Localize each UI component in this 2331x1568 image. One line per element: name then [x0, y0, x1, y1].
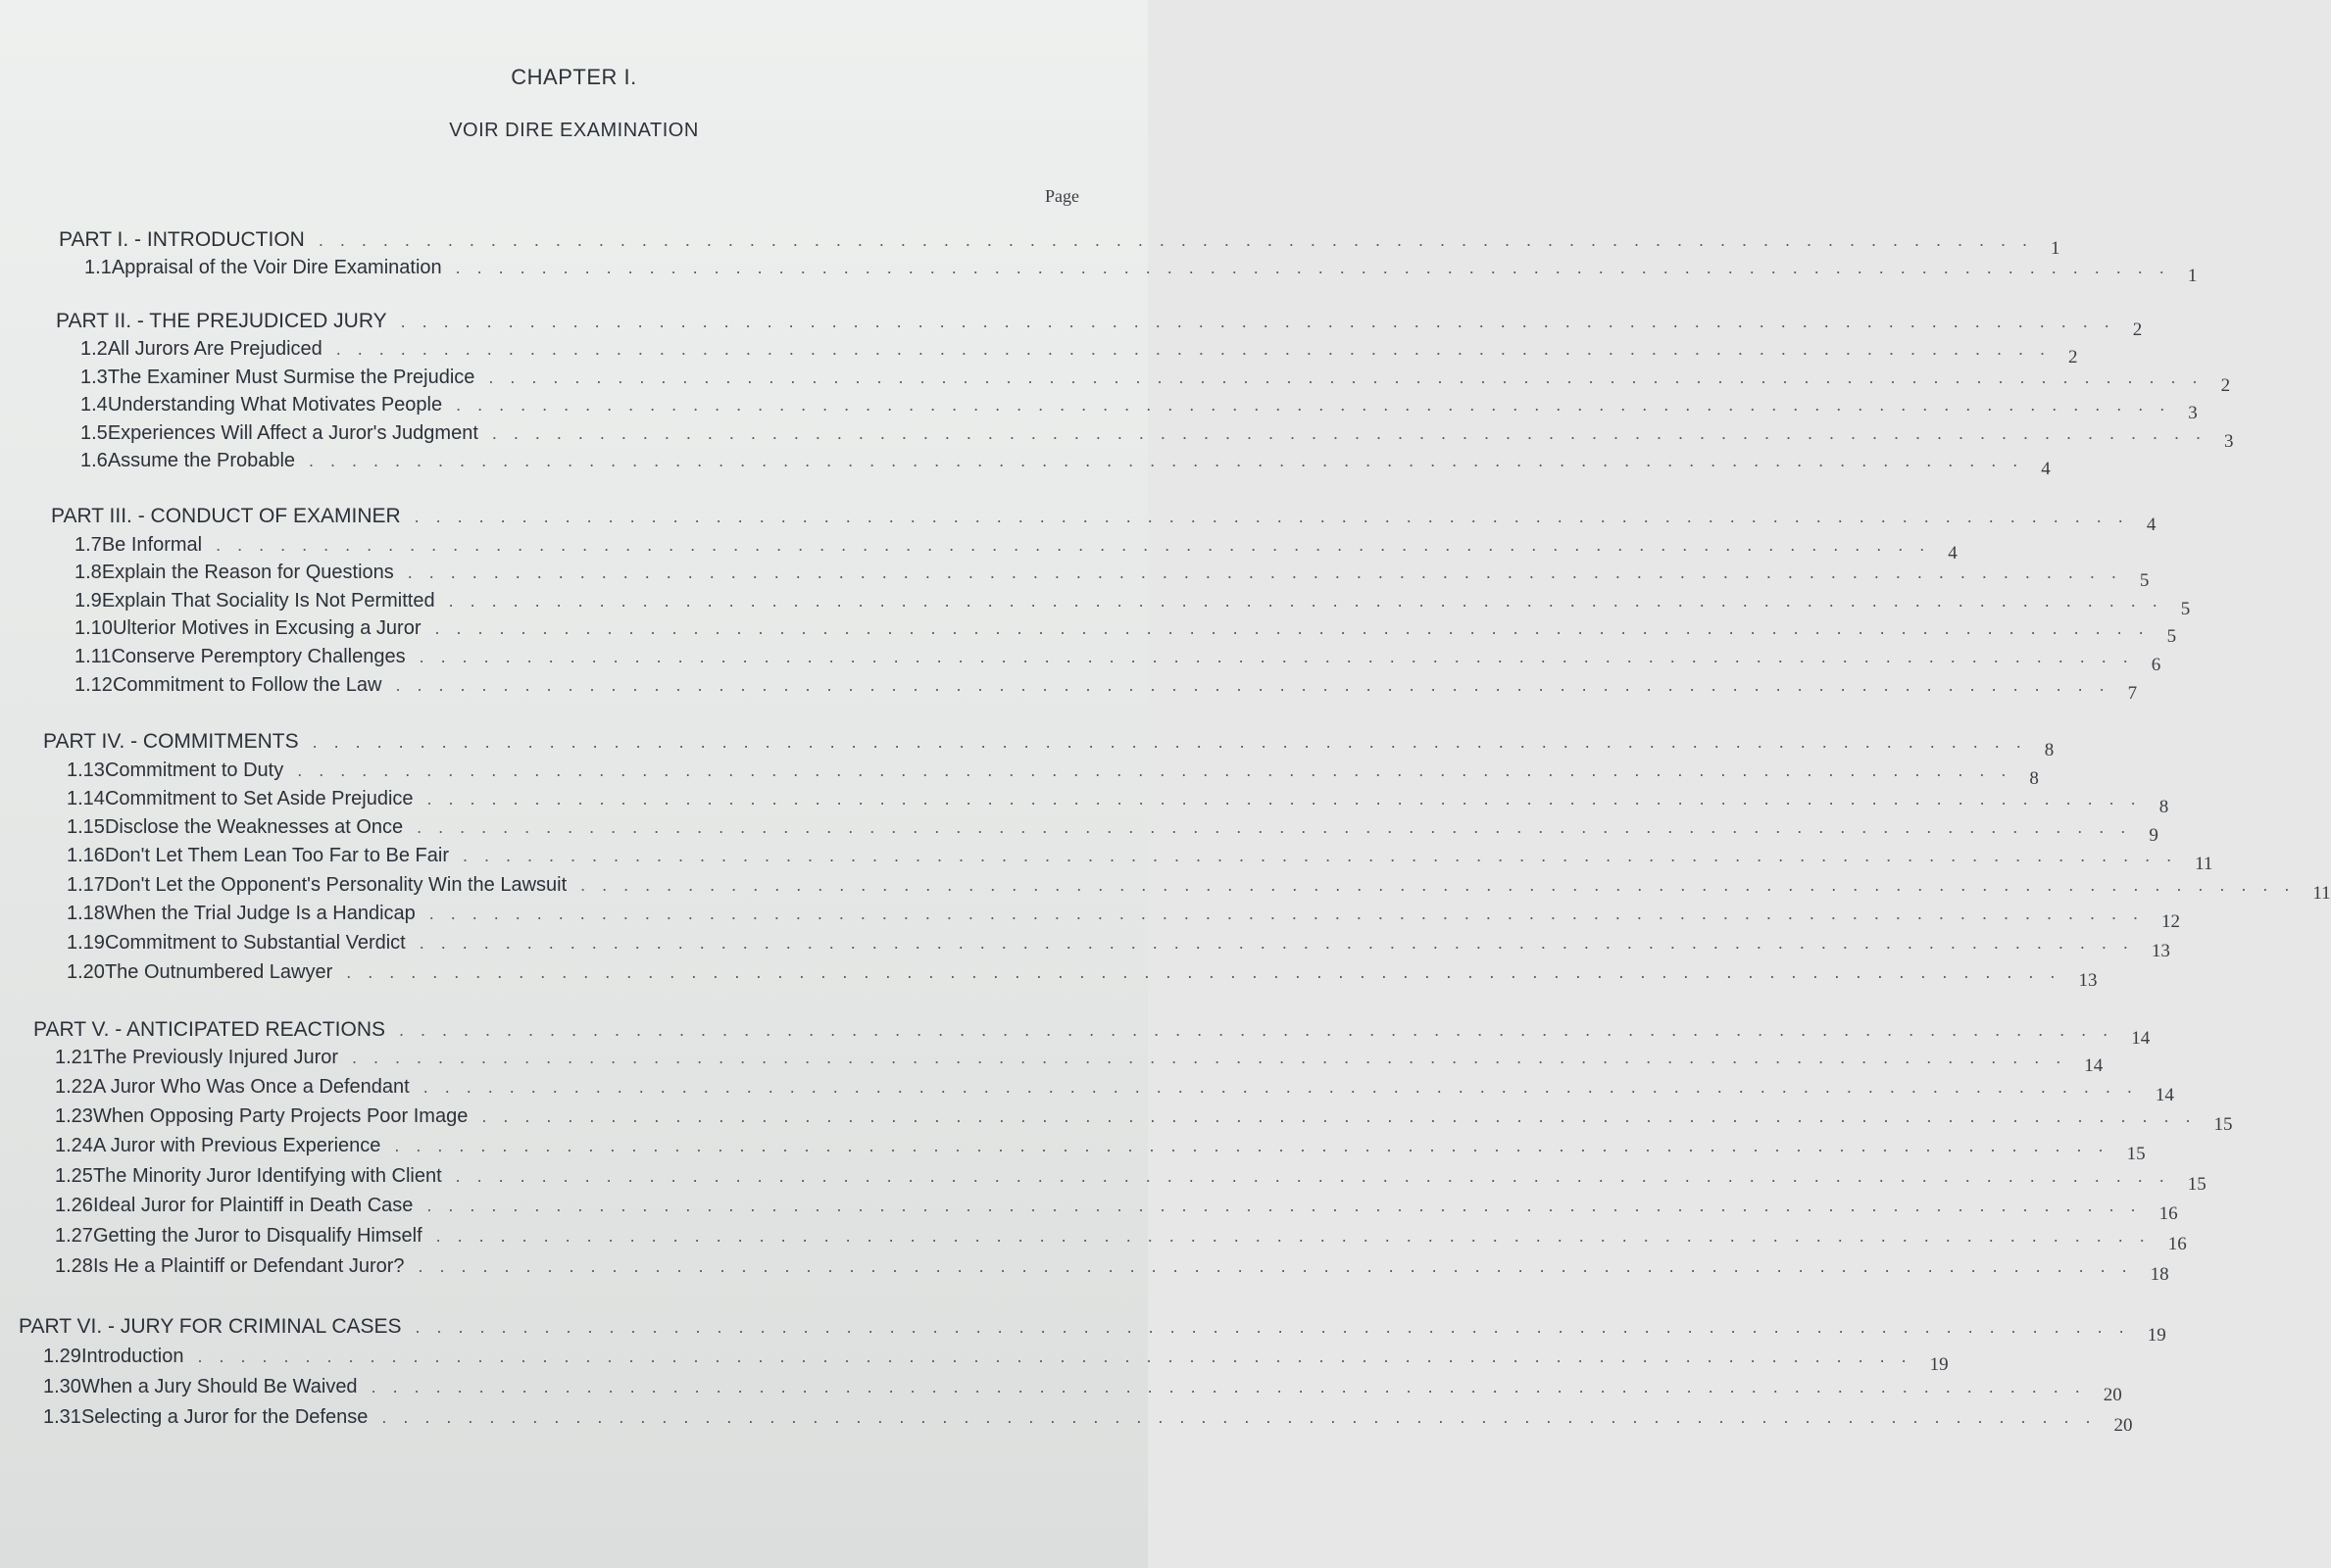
section-number: 1.28 — [55, 1255, 93, 1277]
dot-leader: . . . . . . . . . . . . . . . . . . . . . . . . . . . . . . . . . . . . . . . . . . . . . . . . . . . . . . . . . . . . . . . . . . . . . . . . . . . . . . . . — [335, 339, 2051, 359]
dot-leader: . . . . . . . . . . . . . . . . . . . . . . . . . . . . . . . . . . . . . . . . . . . . . . . . . . . . . . . . . . . . . . . . . . . . . . . . . . . . . . . . — [346, 962, 2061, 982]
section-number: 1.4 — [80, 394, 108, 416]
toc-entry-row — [74, 674, 2138, 704]
section-number: 1.27 — [55, 1225, 93, 1247]
dot-leader: . . . . . . . . . . . . . . . . . . . . . . . . . . . . . . . . . . . . . . . . . . . . . . . . . . . . . . . . . . . . . . . . . . . . . . . . . . . . . . . . — [309, 451, 2024, 470]
section-title: All Jurors Are Prejudiced — [107, 338, 322, 360]
page-number: 14 — [2131, 1028, 2151, 1049]
dot-leader: . . . . . . . . . . . . . . . . . . . . . . . . . . . . . . . . . . . . . . . . . . . . . . . . . . . . . . . . . . . . . . . . . . . . . . . . . . . . . . . . — [352, 1048, 2067, 1067]
toc-entry-row — [74, 590, 2191, 619]
part-label: PART V. - ANTICIPATED REACTIONS — [33, 1018, 386, 1041]
dot-leader: . . . . . . . . . . . . . . . . . . . . . . . . . . . . . . . . . . . . . . . . . . . . . . . . . . . . . . . . . . . . . . . . . . . . . . . . . . . . . . . . — [580, 875, 2296, 895]
part-label: PART I. - INTRODUCTION — [59, 228, 305, 251]
section-number: 1.7 — [74, 534, 102, 556]
page-number: 5 — [2139, 570, 2150, 591]
section-number: 1.14 — [67, 788, 105, 809]
chapter-heading: CHAPTER I. — [511, 65, 637, 89]
section-title: Explain the Reason for Questions — [101, 562, 394, 583]
page-number: 2 — [2132, 319, 2143, 340]
section-number: 1.17 — [67, 874, 105, 896]
section-title: Conserve Peremptory Challenges — [111, 646, 406, 667]
toc-part-row — [51, 505, 2157, 535]
section-title: When the Trial Judge Is a Handicap — [104, 903, 416, 924]
toc-part-row — [19, 1315, 2166, 1346]
toc-entry-row — [67, 760, 2039, 789]
toc-entry-row — [55, 1047, 2104, 1076]
section-number: 1.15 — [67, 816, 105, 838]
toc-part-row — [59, 228, 2060, 259]
page-number: 18 — [2150, 1264, 2169, 1285]
section-title: A Juror with Previous Experience — [92, 1135, 381, 1156]
section-title: When a Jury Should Be Waived — [80, 1376, 358, 1397]
toc-entry-row — [67, 961, 2098, 991]
section-title: When Opposing Party Projects Poor Image — [92, 1105, 469, 1127]
page-number: 16 — [2158, 1203, 2178, 1224]
page-number: 14 — [2084, 1055, 2104, 1076]
dot-leader: . . . . . . . . . . . . . . . . . . . . . . . . . . . . . . . . . . . . . . . . . . . . . . . . . . . . . . . . . . . . . . . . . . . . . . . . . . . . . . . . — [414, 507, 2129, 526]
page-number: 8 — [2158, 797, 2169, 817]
dot-leader: . . . . . . . . . . . . . . . . . . . . . . . . . . . . . . . . . . . . . . . . . . . . . . . . . . . . . . . . . . . . . . . . . . . . . . . . . . . . . . . . — [318, 230, 2033, 250]
page-number: 4 — [2146, 514, 2157, 535]
page-number: 8 — [2029, 768, 2039, 789]
page-number: 14 — [2155, 1085, 2174, 1105]
page-number: 6 — [2151, 655, 2161, 675]
toc-entry-row — [43, 1406, 2133, 1436]
section-title: The Previously Injured Juror — [92, 1047, 339, 1068]
dot-leader: . . . . . . . . . . . . . . . . . . . . . . . . . . . . . . . . . . . . . . . . . . . . . . . . . . . . . . . . . . . . . . . . . . . . . . . . . . . . . . . . — [422, 1077, 2138, 1097]
page-number: 13 — [2078, 970, 2098, 991]
toc-entry-row — [67, 874, 2331, 904]
toc-entry-row — [55, 1165, 2207, 1195]
page-number: 19 — [2147, 1325, 2166, 1346]
toc-entry-row — [55, 1105, 2233, 1135]
page-number: 4 — [1948, 543, 1958, 564]
page-number: 2 — [2220, 375, 2231, 396]
part-label: PART IV. - COMMITMENTS — [43, 730, 299, 753]
toc-entry-row — [74, 534, 1958, 564]
section-title: A Juror Who Was Once a Defendant — [92, 1076, 410, 1098]
section-title: Disclose the Weaknesses at Once — [104, 816, 404, 838]
toc-entry-row — [80, 450, 2051, 479]
toc-entry-row — [74, 562, 2150, 591]
dot-leader: . . . . . . . . . . . . . . . . . . . . . . . . . . . . . . . . . . . . . . . . . . . . . . . . . . . . . . . . . . . . . . . . . . . . . . . . . . . . . . . . — [197, 1347, 1912, 1366]
chapter-title: VOIR DIRE EXAMINATION — [449, 120, 699, 141]
section-number: 1.5 — [80, 422, 108, 444]
section-number: 1.3 — [80, 367, 108, 388]
section-title: Commitment to Set Aside Prejudice — [104, 788, 414, 809]
dot-leader: . . . . . . . . . . . . . . . . . . . . . . . . . . . . . . . . . . . . . . . . . . . . . . . . . . . . . . . . . . . . . . . . . . . . . . . . . . . . . . . . — [400, 312, 2115, 331]
dot-leader: . . . . . . . . . . . . . . . . . . . . . . . . . . . . . . . . . . . . . . . . . . . . . . . . . . . . . . . . . . . . . . . . . . . . . . . . . . . . . . . . — [395, 675, 2110, 695]
toc-entry-row — [43, 1376, 2122, 1405]
dot-leader: . . . . . . . . . . . . . . . . . . . . . . . . . . . . . . . . . . . . . . . . . . . . . . . . . . . . . . . . . . . . . . . . . . . . . . . . . . . . . . . . — [312, 732, 2027, 752]
dot-leader: . . . . . . . . . . . . . . . . . . . . . . . . . . . . . . . . . . . . . . . . . . . . . . . . . . . . . . . . . . . . . . . . . . . . . . . . . . . . . . . . — [371, 1377, 2086, 1396]
page-number: 4 — [2041, 459, 2051, 479]
part-label: PART III. - CONDUCT OF EXAMINER — [51, 505, 401, 527]
section-number: 1.9 — [74, 590, 102, 612]
toc-entry-row — [55, 1076, 2174, 1105]
dot-leader: . . . . . . . . . . . . . . . . . . . . . . . . . . . . . . . . . . . . . . . . . . . . . . . . . . . . . . . . . . . . . . . . . . . . . . . . . . . . . . . . — [417, 817, 2132, 837]
section-title: Commitment to Substantial Verdict — [104, 932, 406, 954]
section-title: Experiences Will Affect a Juror's Judgment — [107, 422, 478, 444]
section-title: Explain That Sociality Is Not Permitted — [101, 590, 435, 612]
page-number: 1 — [2051, 238, 2060, 259]
toc-entry-row — [74, 617, 2177, 647]
page-number: 15 — [2126, 1144, 2146, 1164]
section-title: Is He a Plaintiff or Defendant Juror? — [92, 1255, 405, 1277]
page-number: 15 — [2187, 1174, 2207, 1195]
section-number: 1.11 — [74, 646, 112, 667]
toc-entry-row — [80, 338, 2078, 368]
section-title: Ideal Juror for Plaintiff in Death Case — [92, 1195, 414, 1216]
section-number: 1.18 — [67, 903, 105, 924]
section-number: 1.22 — [55, 1076, 93, 1098]
section-title: Introduction — [80, 1346, 184, 1367]
dot-leader: . . . . . . . . . . . . . . . . . . . . . . . . . . . . . . . . . . . . . . . . . . . . . . . . . . . . . . . . . . . . . . . . . . . . . . . . . . . . . . . . — [297, 760, 2012, 780]
section-number: 1.16 — [67, 845, 105, 866]
toc-entry-row — [74, 646, 2161, 675]
dot-leader: . . . . . . . . . . . . . . . . . . . . . . . . . . . . . . . . . . . . . . . . . . . . . . . . . . . . . . . . . . . . . . . . . . . . . . . . . . . . . . . . — [435, 1226, 2151, 1246]
section-number: 1.1 — [84, 257, 112, 278]
section-title: Understanding What Motivates People — [107, 394, 443, 416]
page-number: 11 — [2195, 854, 2213, 874]
toc-entry-row — [55, 1255, 2169, 1285]
page-number: 9 — [2149, 825, 2158, 846]
section-title: The Outnumbered Lawyer — [104, 961, 333, 983]
section-title: Appraisal of the Voir Dire Examination — [111, 257, 442, 278]
section-title: The Examiner Must Surmise the Prejudice — [107, 367, 475, 388]
page-number: 7 — [2127, 683, 2138, 704]
dot-leader: . . . . . . . . . . . . . . . . . . . . . . . . . . . . . . . . . . . . . . . . . . . . . . . . . . . . . . . . . . . . . . . . . . . . . . . . . . . . . . . . — [462, 846, 2178, 865]
dot-leader: . . . . . . . . . . . . . . . . . . . . . . . . . . . . . . . . . . . . . . . . . . . . . . . . . . . . . . . . . . . . . . . . . . . . . . . . . . . . . . . . — [419, 933, 2134, 953]
toc-entry-row — [67, 788, 2169, 817]
dot-leader: . . . . . . . . . . . . . . . . . . . . . . . . . . . . . . . . . . . . . . . . . . . . . . . . . . . . . . . . . . . . . . . . . . . . . . . . . . . . . . . . — [407, 563, 2122, 582]
dot-leader: . . . . . . . . . . . . . . . . . . . . . . . . . . . . . . . . . . . . . . . . . . . . . . . . . . . . . . . . . . . . . . . . . . . . . . . . . . . . . . . . — [456, 395, 2171, 415]
page-number: 1 — [2187, 266, 2198, 286]
section-title: The Minority Juror Identifying with Client — [92, 1165, 442, 1187]
section-title: Don't Let the Opponent's Personality Win the Lawsuit — [104, 874, 568, 896]
dot-leader: . . . . . . . . . . . . . . . . . . . . . . . . . . . . . . . . . . . . . . . . . . . . . . . . . . . . . . . . . . . . . . . . . . . . . . . . . . . . . . . . — [455, 258, 2170, 277]
section-number: 1.19 — [67, 932, 105, 954]
toc-entry-row — [43, 1346, 1949, 1375]
dot-leader: . . . . . . . . . . . . . . . . . . . . . . . . . . . . . . . . . . . . . . . . . . . . . . . . . . . . . . . . . . . . . . . . . . . . . . . . . . . . . . . . — [419, 647, 2134, 666]
toc-entry-row — [80, 422, 2234, 452]
dot-leader: . . . . . . . . . . . . . . . . . . . . . . . . . . . . . . . . . . . . . . . . . . . . . . . . . . . . . . . . . . . . . . . . . . . . . . . . . . . . . . . . — [216, 535, 1931, 555]
page-number: 3 — [2224, 431, 2234, 452]
toc-entry-row — [55, 1225, 2187, 1254]
section-title: Be Informal — [101, 534, 203, 556]
section-title: Don't Let Them Lean Too Far to Be Fair — [104, 845, 449, 866]
toc-part-row — [43, 730, 2055, 760]
section-number: 1.31 — [43, 1406, 81, 1428]
section-number: 1.25 — [55, 1165, 93, 1187]
toc-entry-row — [84, 257, 2198, 286]
toc-entry-row — [80, 367, 2231, 396]
section-title: Commitment to Duty — [104, 760, 284, 781]
page-number: 11 — [2312, 883, 2331, 904]
section-number: 1.29 — [43, 1346, 81, 1367]
toc-part-row — [33, 1018, 2151, 1049]
page-number: 5 — [2180, 599, 2191, 619]
dot-leader: . . . . . . . . . . . . . . . . . . . . . . . . . . . . . . . . . . . . . . . . . . . . . . . . . . . . . . . . . . . . . . . . . . . . . . . . . . . . . . . . — [426, 1196, 2142, 1215]
section-title: Assume the Probable — [107, 450, 296, 471]
toc-entry-row — [67, 903, 2180, 932]
section-number: 1.23 — [55, 1105, 93, 1127]
section-number: 1.8 — [74, 562, 102, 583]
dot-leader: . . . . . . . . . . . . . . . . . . . . . . . . . . . . . . . . . . . . . . . . . . . . . . . . . . . . . . . . . . . . . . . . . . . . . . . . . . . . . . . . — [399, 1020, 2114, 1040]
section-title: Getting the Juror to Disqualify Himself — [92, 1225, 422, 1247]
section-number: 1.24 — [55, 1135, 93, 1156]
page-number: 16 — [2167, 1234, 2187, 1254]
section-number: 1.20 — [67, 961, 105, 983]
section-number: 1.26 — [55, 1195, 93, 1216]
toc-part-row — [56, 310, 2143, 340]
page-number: 2 — [2067, 347, 2078, 368]
section-number: 1.21 — [55, 1047, 93, 1068]
page-number: 3 — [2188, 403, 2198, 423]
dot-leader: . . . . . . . . . . . . . . . . . . . . . . . . . . . . . . . . . . . . . . . . . . . . . . . . . . . . . . . . . . . . . . . . . . . . . . . . . . . . . . . . — [481, 1106, 2197, 1126]
page-number: 5 — [2166, 626, 2177, 647]
toc-entry-row — [80, 394, 2198, 423]
dot-leader: . . . . . . . . . . . . . . . . . . . . . . . . . . . . . . . . . . . . . . . . . . . . . . . . . . . . . . . . . . . . . . . . . . . . . . . . . . . . . . . . — [394, 1136, 2109, 1155]
section-title: Commitment to Follow the Law — [112, 674, 382, 696]
toc-entry-row — [55, 1135, 2146, 1164]
page-number: 15 — [2213, 1114, 2233, 1135]
dot-leader: . . . . . . . . . . . . . . . . . . . . . . . . . . . . . . . . . . . . . . . . . . . . . . . . . . . . . . . . . . . . . . . . . . . . . . . . . . . . . . . . — [488, 368, 2204, 387]
toc-entry-row — [67, 845, 2213, 874]
section-number: 1.10 — [74, 617, 113, 639]
section-title: Selecting a Juror for the Defense — [80, 1406, 369, 1428]
page-number: 19 — [1929, 1354, 1949, 1375]
section-number: 1.30 — [43, 1376, 81, 1397]
section-number: 1.13 — [67, 760, 105, 781]
dot-leader: . . . . . . . . . . . . . . . . . . . . . . . . . . . . . . . . . . . . . . . . . . . . . . . . . . . . . . . . . . . . . . . . . . . . . . . . . . . . . . . . — [428, 904, 2144, 923]
page-number: 12 — [2160, 911, 2180, 932]
part-label: PART II. - THE PREJUDICED JURY — [56, 310, 387, 332]
page-number: 20 — [2113, 1415, 2133, 1436]
toc-entry-row — [67, 816, 2158, 846]
dot-leader: . . . . . . . . . . . . . . . . . . . . . . . . . . . . . . . . . . . . . . . . . . . . . . . . . . . . . . . . . . . . . . . . . . . . . . . . . . . . . . . . — [381, 1407, 2097, 1427]
toc-entry-row — [67, 932, 2170, 961]
page-number: 20 — [2103, 1385, 2122, 1405]
section-number: 1.12 — [74, 674, 113, 696]
section-number: 1.2 — [80, 338, 108, 360]
section-title: Ulterior Motives in Excusing a Juror — [112, 617, 422, 639]
dot-leader: . . . . . . . . . . . . . . . . . . . . . . . . . . . . . . . . . . . . . . . . . . . . . . . . . . . . . . . . . . . . . . . . . . . . . . . . . . . . . . . . — [448, 591, 2163, 611]
dot-leader: . . . . . . . . . . . . . . . . . . . . . . . . . . . . . . . . . . . . . . . . . . . . . . . . . . . . . . . . . . . . . . . . . . . . . . . . . . . . . . . . — [426, 789, 2142, 808]
dot-leader: . . . . . . . . . . . . . . . . . . . . . . . . . . . . . . . . . . . . . . . . . . . . . . . . . . . . . . . . . . . . . . . . . . . . . . . . . . . . . . . . — [434, 618, 2150, 638]
part-label: PART VI. - JURY FOR CRIMINAL CASES — [19, 1315, 402, 1338]
section-number: 1.6 — [80, 450, 108, 471]
dot-leader: . . . . . . . . . . . . . . . . . . . . . . . . . . . . . . . . . . . . . . . . . . . . . . . . . . . . . . . . . . . . . . . . . . . . . . . . . . . . . . . . — [418, 1256, 2133, 1276]
dot-leader: . . . . . . . . . . . . . . . . . . . . . . . . . . . . . . . . . . . . . . . . . . . . . . . . . . . . . . . . . . . . . . . . . . . . . . . . . . . . . . . . — [491, 423, 2207, 443]
dot-leader: . . . . . . . . . . . . . . . . . . . . . . . . . . . . . . . . . . . . . . . . . . . . . . . . . . . . . . . . . . . . . . . . . . . . . . . . . . . . . . . . — [415, 1317, 2130, 1337]
page-number: 8 — [2044, 740, 2055, 760]
page-number: 13 — [2151, 941, 2170, 961]
dot-leader: . . . . . . . . . . . . . . . . . . . . . . . . . . . . . . . . . . . . . . . . . . . . . . . . . . . . . . . . . . . . . . . . . . . . . . . . . . . . . . . . — [455, 1166, 2170, 1186]
toc-entry-row — [55, 1195, 2178, 1224]
page-column-header: Page — [1045, 186, 1079, 206]
